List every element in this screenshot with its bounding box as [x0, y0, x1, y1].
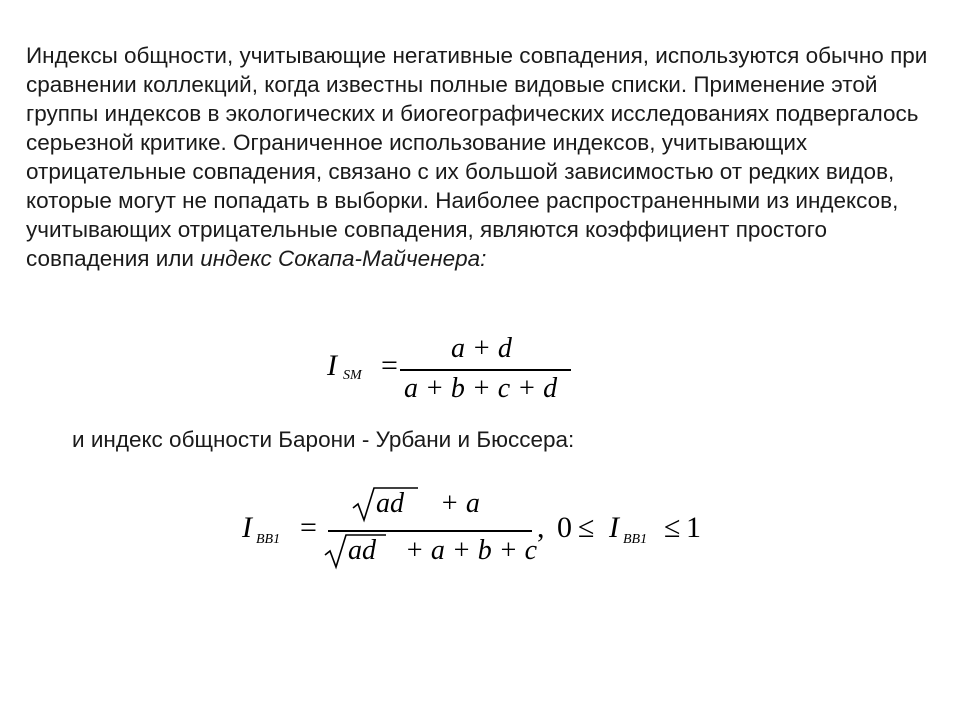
- formula-bb-symbol: I: [242, 511, 252, 544]
- formula-sm-denominator: a + b + c + d: [404, 373, 558, 404]
- formula-bb-subscript: BB1: [256, 532, 281, 547]
- formula-bb-range-low: 0: [557, 511, 572, 544]
- sentence-baroni-urbani: и индекс общности Барони - Урбани и Бюссера:: [72, 427, 575, 452]
- formula-bb-denominator-rest: + a + b + c: [405, 535, 538, 566]
- sokap-michener-index-term: индекс Сокапа-Майченера:: [200, 246, 487, 271]
- paragraph-text: Индексы общности, учитывающие негативные совпадения, используются обычно при сравнении коллекций, когда известны полные видовые списки. Применение этой группы индексов в экологических и биогеографических исследованиях подвергалось серьезной критике. Ограниченное использование индексов, учитывающих отрицательные совпадения, связано с их большой зависимостью от редких видов, которые могут не попадать в выборки. Наиболее распространенными из индексов, учитывающих отрицательные совпадения, являются коэффициент простого совпадения или: [26, 43, 928, 271]
- formula-bb-range-high: 1: [686, 511, 701, 544]
- formula-sm-numerator: a + d: [451, 333, 512, 364]
- formula-bb-fraction-bar: [328, 530, 532, 532]
- formula-bb-denominator-radicand: ad: [348, 535, 376, 566]
- formula-bb-numerator-radicand: ad: [376, 488, 404, 519]
- formula-sm-subscript: SM: [343, 368, 362, 383]
- formula-bb-numerator-rest: + a: [440, 488, 480, 519]
- formula-sm-fraction-bar: [400, 369, 571, 371]
- formula-bb-range-subscript: BB1: [623, 532, 648, 547]
- formula-bb-le-sign-2: ≤: [664, 511, 681, 544]
- formula-bb-range-symbol: I: [609, 511, 619, 544]
- formula-bb-le-sign-1: ≤: [578, 511, 595, 544]
- formula-sm-symbol: I: [327, 349, 337, 382]
- main-paragraph: [26, 41, 946, 273]
- formula-bb-comma: ,: [537, 511, 545, 544]
- formula-bb-equals: =: [300, 511, 317, 544]
- formula-sm-equals: =: [381, 349, 398, 382]
